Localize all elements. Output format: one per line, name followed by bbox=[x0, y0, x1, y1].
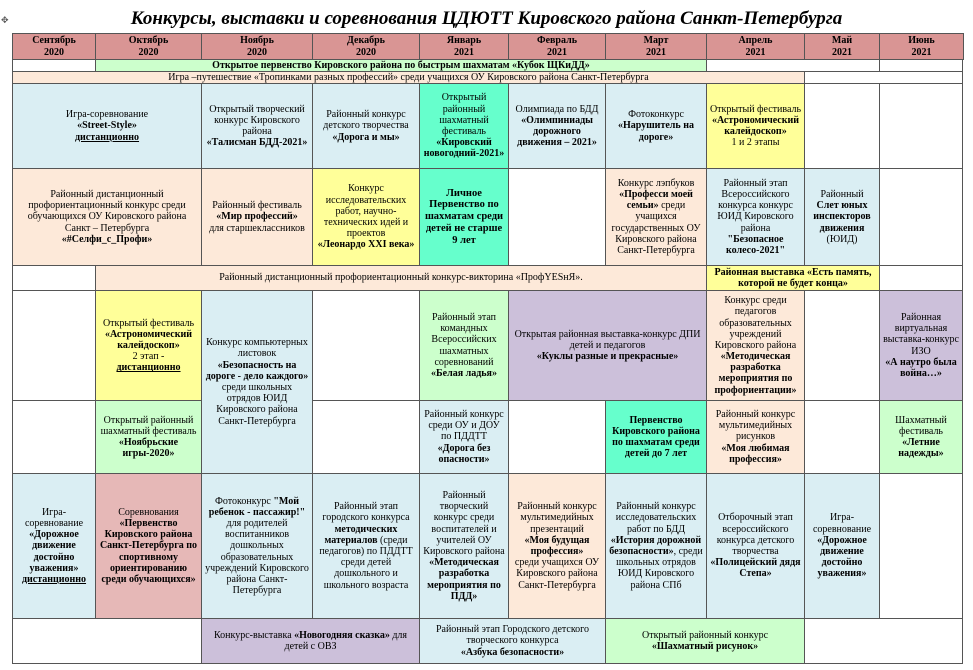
event-narushitel: Фотоконкурс «Нарушитель на дороге» bbox=[605, 83, 707, 169]
event-professii-semyi: Конкурс лэпбуков «Професси моей семьи» среди учащихся государственных ОУ Кировского района Санкт-Петербурга bbox=[605, 168, 707, 266]
event-astro-2: Открытый фестиваль «Астрономический калейдоскоп» 2 этап - дистанционно bbox=[95, 290, 202, 401]
empty-cell bbox=[12, 265, 96, 291]
month-header bbox=[419, 33, 509, 60]
month-year: 2020 bbox=[44, 46, 64, 58]
month-header bbox=[804, 33, 880, 60]
event-doroga-i-my: Районный конкурс детского творчества «Дорога и мы» bbox=[312, 83, 420, 169]
month-year: 2020 bbox=[246, 46, 267, 58]
month-header bbox=[605, 33, 707, 60]
event-moy-rebenok: Фотоконкурс "Мой ребенок - пассажир!" для родителей воспитанников дошкольных образовательных учреждений Кировского района Санкт-Петербурга bbox=[201, 473, 313, 619]
empty-cell bbox=[879, 265, 963, 291]
month-year: 2021 bbox=[911, 46, 932, 58]
month-name: Ноябрь bbox=[240, 35, 274, 47]
event-novogodnyaya: Конкурс-выставка «Новогодняя сказка» для детей с ОВЗ bbox=[201, 618, 420, 664]
month-year: 2020 bbox=[138, 46, 159, 58]
event-metod-razrab-pdd: Районный творческий конкурс среди воспитателей и учителей ОУ Кировского района «Методическая разработка мероприятия по ПДД» bbox=[419, 473, 509, 619]
event-a-nautro: Районная виртуальная выставка-конкурс ИЗО «А наутро была война…» bbox=[879, 290, 963, 401]
event-chess-under9: Личное Первенство по шахматам среди детей не старше 9 лет bbox=[419, 168, 509, 266]
empty-cell bbox=[879, 168, 963, 266]
event-kirov-chess-new-year: Открытый районный шахматный фестиваль «Кировский новогодний-2021» bbox=[419, 83, 509, 169]
event-tropinki: Игра –путешествие «Тропинками разных профессий» среди учащихся ОУ Кировского района Санкт-Петербурга bbox=[12, 71, 805, 84]
event-doroga-bez-opasnosti: Районный конкурс среди ОУ и ДОУ по ПДДТТ «Дорога без опасности» bbox=[419, 400, 509, 474]
month-header bbox=[879, 33, 964, 60]
month-year: 2021 bbox=[453, 46, 474, 58]
empty-cell bbox=[12, 618, 202, 664]
month-header bbox=[508, 33, 606, 60]
event-kukly: Открытая районная выставка-конкурс ДПИ детей и педагогов «Куклы разные и прекрасные» bbox=[508, 290, 707, 401]
event-azbuka: Районный этап Городского детского творческого конкурса «Азбука безопасности» bbox=[419, 618, 606, 664]
table-move-handle-icon[interactable]: ✥ bbox=[1, 16, 9, 26]
event-dorozhnoe-2: Игра-соревнование «Дорожное движение достойно уважения» bbox=[804, 473, 880, 619]
event-chess-under7: Первенство Кировского района по шахматам среди детей до 7 лет bbox=[605, 400, 707, 474]
empty-cell bbox=[804, 400, 880, 474]
month-header bbox=[12, 33, 96, 60]
month-name: Сентябрь bbox=[32, 35, 76, 47]
event-kubok-chess: Открытое первенство Кировского района по быстрым шахматам «Кубок ЩКиДД» bbox=[95, 59, 707, 72]
empty-cell bbox=[12, 290, 96, 401]
event-listovki: Конкурс компьютерных листовок «Безопасность на дороге - дело каждого» среди школьных отрядов ЮИД Кировского района Санкт-Петербурга bbox=[201, 290, 313, 474]
month-year: 2021 bbox=[831, 46, 852, 58]
page-title: Конкурсы, выставки и соревнования ЦДЮТТ Кировского района Санкт-Петербурга bbox=[130, 8, 843, 29]
event-street-style: Игра-соревнование «Street-Style» дистанционно bbox=[12, 83, 202, 169]
empty-cell bbox=[312, 400, 420, 474]
event-bezopasnoe-koleso: Районный этап Всероссийского конкурса конкурс ЮИД Кировского района "Безопасное колесо-2021" bbox=[706, 168, 805, 266]
event-slet-yuid: Районный Слет юных инспекторов движения (ЮИД) bbox=[804, 168, 880, 266]
month-header bbox=[95, 33, 202, 60]
empty-cell bbox=[312, 290, 420, 401]
event-noyabr-igry: Открытый районный шахматный фестиваль «Ноябрьские игры-2020» bbox=[95, 400, 202, 474]
empty-cell bbox=[804, 290, 880, 401]
empty-cell bbox=[508, 400, 606, 474]
month-name: Июнь bbox=[908, 35, 935, 47]
month-name: Октябрь bbox=[128, 35, 169, 47]
event-selfie-profi: Районный дистанционный профориентационный конкурс среди обучающихся ОУ Кировского района Санкт – Петербурга «#Селфи_с_Профи» bbox=[12, 168, 202, 266]
event-dorozhnoe-1: Игра-соревнование «Дорожное движение достойно уважения» дистанционно bbox=[12, 473, 96, 619]
event-metod-razrab-prof: Конкурс среди педагогов образовательных учреждений Кировского района «Методическая разработка мероприятия по профориентации» bbox=[706, 290, 805, 401]
month-year: 2020 bbox=[356, 46, 376, 58]
month-year: 2021 bbox=[745, 46, 766, 58]
event-politseyskiy: Отборочный этап всероссийского конкурса детского творчества «Полицейский дядя Степа» bbox=[706, 473, 805, 619]
event-est-pamyat: Районная выставка «Есть память, которой не будет конца» bbox=[706, 265, 880, 291]
month-year: 2021 bbox=[546, 46, 567, 58]
event-astro-1: Открытый фестиваль «Астрономический калейдоскоп» 1 и 2 этапы bbox=[706, 83, 805, 169]
event-belaya-ladya: Районный этап командных Всероссийских шахматных соревнований «Белая ладья» bbox=[419, 290, 509, 401]
empty-cell bbox=[12, 400, 96, 474]
empty-cell bbox=[804, 83, 880, 169]
month-name: Апрель bbox=[738, 35, 773, 47]
event-profyesnya: Районный дистанционный профориентационный конкурс-викторина «ПрофYESнЯ». bbox=[95, 265, 707, 291]
month-year: 2021 bbox=[646, 46, 666, 58]
month-name: Декабрь bbox=[347, 35, 385, 47]
month-name: Март bbox=[643, 35, 669, 47]
event-talisman: Открытый творческий конкурс Кировского района «Талисман БДД-2021» bbox=[201, 83, 313, 169]
empty-cell bbox=[804, 618, 963, 664]
event-sport-orient: Соревнования «Первенство Кировского района Санкт-Петербурга по спортивному ориентированию среди обучающихся» bbox=[95, 473, 202, 619]
event-leonardo: Конкурс исследовательских работ, научно-технических идей и проектов «Леонардо XXI века» bbox=[312, 168, 420, 266]
event-olympics-bdd: Олимпиада по БДД «Олимпиниады дорожного движения – 2021» bbox=[508, 83, 606, 169]
event-mir-professiy: Районный фестиваль «Мир профессий» для старшеклассников bbox=[201, 168, 313, 266]
event-istoriya-bez: Районный конкурс исследовательских работ по БДД «История дорожной безопасности», среди школьных отрядов ЮИД Кировского района СПб bbox=[605, 473, 707, 619]
month-header bbox=[201, 33, 313, 60]
event-metod-materials: Районный этап городского конкурса методических материалов (среди педагогов) по ПДДТТ среди детей дошкольного и школьного возраста bbox=[312, 473, 420, 619]
event-letnie-nadezhdy: Шахматный фестиваль «Летние надежды» bbox=[879, 400, 963, 474]
empty-cell bbox=[879, 83, 963, 169]
empty-cell bbox=[508, 168, 606, 266]
month-name: Май bbox=[831, 35, 853, 47]
event-lyubimaya-prof: Районный конкурс мультимедийных рисунков «Моя любимая профессия» bbox=[706, 400, 805, 474]
month-header bbox=[706, 33, 805, 60]
month-header bbox=[312, 33, 420, 60]
month-name: Январь bbox=[446, 35, 482, 47]
empty-cell bbox=[879, 473, 963, 619]
month-name: Февраль bbox=[537, 35, 577, 47]
event-budushaya-prof: Районный конкурс мультимедийных презентаций «Моя будущая профессия» среди учащихся ОУ Кировского района Санкт-Петербурга bbox=[508, 473, 606, 619]
event-shakh-risunok: Открытый районный конкурс «Шахматный рисунок» bbox=[605, 618, 805, 664]
